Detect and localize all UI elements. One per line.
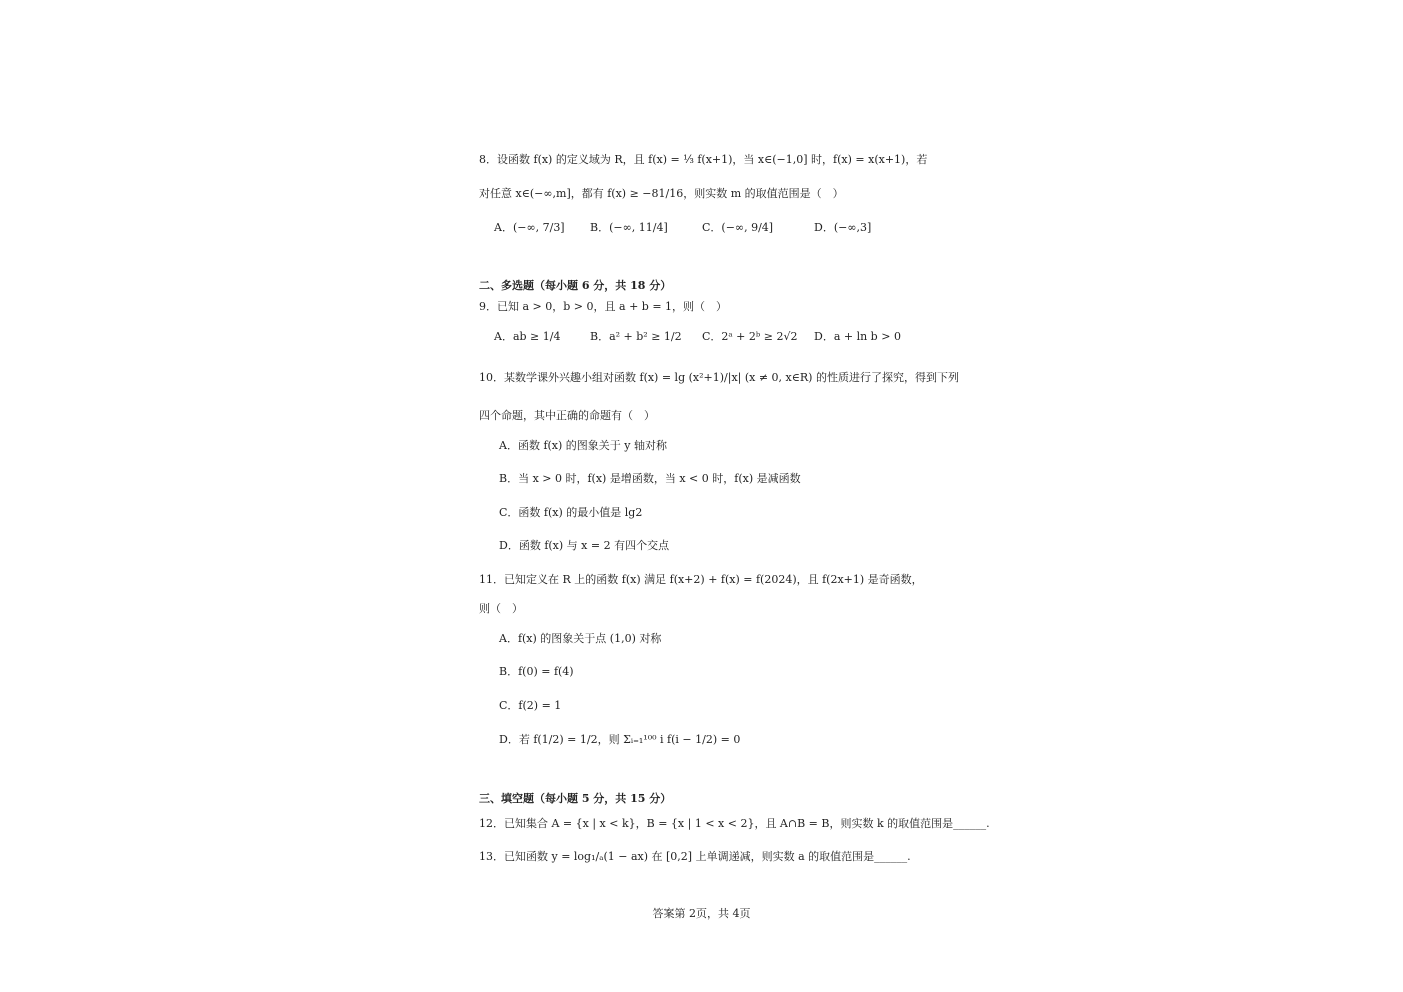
q10-option-a: A．函数 f(x) 的图象关于 y 轴对称: [499, 439, 668, 452]
q10-option-d: D．函数 f(x) 与 x = 2 有四个交点: [499, 539, 670, 552]
question-12: 12．已知集合 A = {x | x < k}，B = {x | 1 < x < 2}，且 A∩B = B，则实数 k 的取值范围是______.: [479, 817, 990, 830]
q8-option-c: C．(−∞, 9/4]: [702, 221, 774, 234]
q9-option-a: A．ab ≥ 1/4: [494, 330, 561, 343]
question-10-line-1: 10．某数学课外兴趣小组对函数 f(x) = lg (x²+1)/|x| (x ≠ 0, x∈R) 的性质进行了探究，得到下列: [479, 371, 959, 384]
q9-option-d: D．a + ln b > 0: [814, 330, 901, 343]
section-2-heading: 二、多选题（每小题 6 分，共 18 分）: [479, 279, 672, 292]
q10-option-b: B．当 x > 0 时，f(x) 是增函数，当 x < 0 时，f(x) 是减函数: [499, 472, 801, 485]
q11-option-a: A．f(x) 的图象关于点 (1,0) 对称: [499, 632, 662, 645]
question-10-line-2: 四个命题，其中正确的命题有（ ）: [479, 409, 655, 422]
q10-option-c: C．函数 f(x) 的最小值是 lg2: [499, 506, 643, 519]
page-footer: 答案第 2页，共 4页: [652, 907, 751, 920]
q8-option-a: A．(−∞, 7/3]: [494, 221, 565, 234]
question-11-line-2: 则（ ）: [479, 602, 523, 615]
q11-option-c: C．f(2) = 1: [499, 699, 562, 712]
q8-option-b: B．(−∞, 11/4]: [590, 221, 668, 234]
q11-option-b: B．f(0) = f(4): [499, 665, 574, 678]
question-9-stem: 9．已知 a > 0，b > 0，且 a + b = 1，则（ ）: [479, 300, 728, 313]
section-3-heading: 三、填空题（每小题 5 分，共 15 分）: [479, 792, 672, 805]
q9-option-c: C．2ᵃ + 2ᵇ ≥ 2√2: [702, 330, 798, 343]
q9-option-b: B．a² + b² ≥ 1/2: [590, 330, 682, 343]
q8-option-d: D．(−∞,3]: [814, 221, 872, 234]
question-8-line-2: 对任意 x∈(−∞,m]，都有 f(x) ≥ −81/16，则实数 m 的取值范围是（ ）: [479, 187, 844, 200]
q11-option-d: D．若 f(1/2) = 1/2，则 Σᵢ₌₁¹⁰⁰ i f(i − 1/2) = 0: [499, 733, 741, 746]
question-13: 13．已知函数 y = log₁/ₐ(1 − ax) 在 [0,2] 上单调递减，则实数 a 的取值范围是______.: [479, 850, 911, 863]
question-8-line-1: 8．设函数 f(x) 的定义域为 R，且 f(x) = ⅓ f(x+1)，当 x∈(−1,0] 时，f(x) = x(x+1)，若: [479, 153, 928, 166]
question-11-line-1: 11．已知定义在 R 上的函数 f(x) 满足 f(x+2) + f(x) = f(2024)，且 f(2x+1) 是奇函数，: [479, 573, 923, 586]
